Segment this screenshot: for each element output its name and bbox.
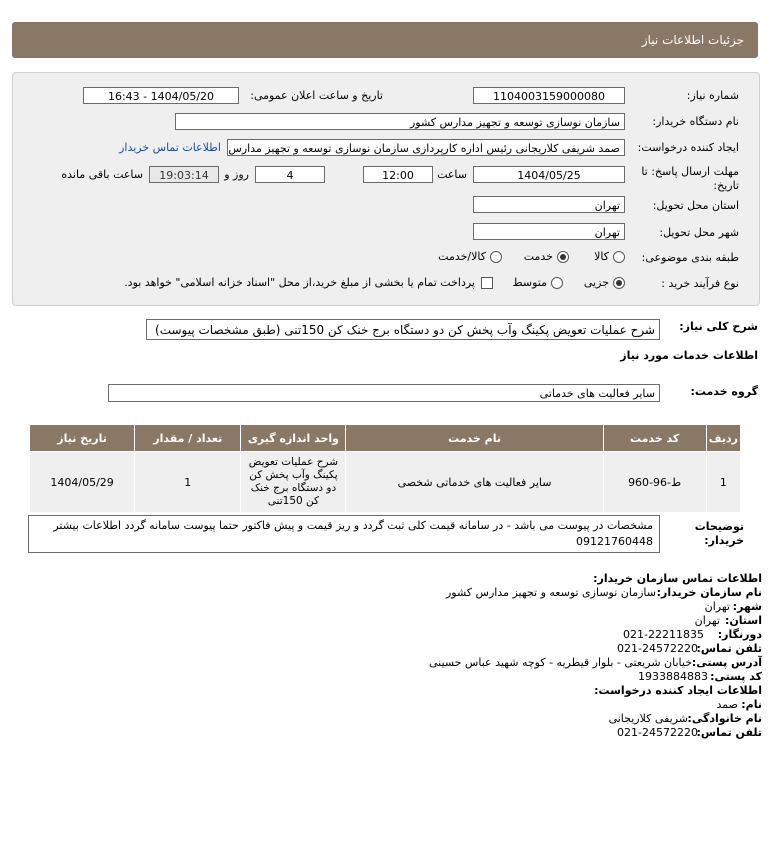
category-radio-goods[interactable] [613, 251, 625, 263]
deadline-time-field: 12:00 [363, 166, 433, 183]
contact-fax-value: 021-22211835 [623, 628, 704, 641]
creator-phone-label: تلفن تماس: [696, 726, 762, 739]
deadline-date-label: تاریخ: [713, 179, 739, 192]
category-label: طبقه بندی موضوعی: [641, 251, 739, 264]
buyer-org-field: سازمان نوسازی توسعه و تجهیز مدارس کشور [175, 113, 625, 130]
process-label: نوع فرآیند خرید : [661, 277, 739, 290]
creator-heading: اطلاعات ایجاد کننده درخواست: [594, 684, 762, 697]
contact-heading: اطلاعات تماس سازمان خریدار: [593, 572, 762, 585]
creator-first-name-label: نام: [741, 698, 762, 711]
buyer-notes-field: مشخصات در پیوست می باشد - در سامانه قیمت کلی ثبت گردد و ریز قیمت و پیش فاکتور حتما پیوست سامانه گردد اطلاعات بیشتر 09121760448 [28, 515, 660, 553]
contact-phone-value: 021-24572220 [617, 642, 698, 655]
remaining-label: ساعت باقی مانده [61, 168, 143, 181]
col-date: تاریخ نیاز [30, 425, 135, 452]
need-details-panel [12, 72, 760, 306]
row-unit: شرح عملیات تعویض پکینگ وآب پخش کن دو دستگاه برج خنک کن 150تنی [241, 452, 346, 513]
creator-last-name-label: نام خانوادگی: [687, 712, 762, 725]
days-field: 4 [255, 166, 325, 183]
contact-org-label: نام سازمان خریدار: [656, 586, 762, 599]
buyer-org-label: نام دستگاه خریدار: [652, 115, 739, 128]
row-code: ط-96-960 [603, 452, 706, 513]
contact-postal-label: کد پستی: [710, 670, 762, 683]
col-quantity: تعداد / مقدار [135, 425, 241, 452]
creator-phone-value: 021-24572220 [617, 726, 698, 739]
creator-first-name-value: صمد [716, 698, 738, 711]
time-label: ساعت [437, 168, 467, 181]
category-option-both: کالا/خدمت [438, 250, 486, 263]
deadline-label: مهلت ارسال پاسخ: تا [641, 165, 739, 178]
announce-field: 1404/05/20 - 16:43 [83, 87, 239, 104]
summary-field: شرح عملیات تعویض پکینگ وآب پخش کن دو دستگاه برج خنک کن 150تنی (طبق مشخصات پیوست) [146, 319, 660, 340]
row-date: 1404/05/29 [30, 452, 135, 513]
category-option-service: خدمت [523, 250, 553, 263]
creator-last-name-value: شریفی کلاریجانی [608, 712, 688, 725]
process-radio-medium[interactable] [551, 277, 563, 289]
category-radio-service[interactable] [557, 251, 569, 263]
services-table [29, 424, 741, 513]
table-row [30, 452, 741, 513]
contact-city-label: شهر: [732, 600, 762, 613]
services-heading: اطلاعات خدمات مورد نیاز [620, 349, 758, 362]
contact-city-value: تهران [704, 600, 730, 613]
contact-province-label: استان: [725, 614, 762, 627]
buyer-notes-label-1: توضیحات [694, 520, 744, 533]
category-radio-both[interactable] [490, 251, 502, 263]
contact-postal-value: 1933884883 [638, 670, 708, 683]
service-group-label: گروه خدمت: [690, 385, 758, 398]
treasury-payment-note: پرداخت تمام یا بخشی از مبلغ خرید،از محل "اسناد خزانه اسلامی" خواهد بود. [124, 276, 475, 289]
row-quantity: 1 [135, 452, 241, 513]
contact-org-value: سازمان نوسازی توسعه و تجهیز مدارس کشور [445, 586, 656, 599]
buyer-notes-label-2: خریدار: [704, 534, 744, 547]
service-group-field: سایر فعالیت های خدماتی [108, 384, 660, 402]
need-number-field: 1104003159000080 [473, 87, 625, 104]
process-radio-minor[interactable] [613, 277, 625, 289]
col-unit: واحد اندازه گیری [241, 425, 346, 452]
need-number-label: شماره نیاز: [686, 89, 739, 102]
requester-label: ایجاد کننده درخواست: [637, 141, 739, 154]
col-index: ردیف [706, 425, 740, 452]
buyer-contact-link[interactable]: اطلاعات تماس خریدار [119, 141, 221, 154]
row-index: 1 [706, 452, 740, 513]
days-label: روز و [224, 168, 249, 181]
announce-label: تاریخ و ساعت اعلان عمومی: [250, 89, 383, 102]
province-field: تهران [473, 196, 625, 213]
contact-phone-label: تلفن تماس: [696, 642, 762, 655]
requester-field: صمد شریفی کلاریجانی رئیس اداره کارپردازی سازمان نوسازی توسعه و تجهیز مدارس [227, 139, 625, 156]
city-field: تهران [473, 223, 625, 240]
contact-province-value: تهران [694, 614, 720, 627]
page-title: جزئیات اطلاعات نیاز [641, 33, 744, 47]
summary-label: شرح کلی نیاز: [679, 320, 758, 333]
treasury-payment-checkbox[interactable] [481, 277, 493, 289]
city-label: شهر محل تحویل: [659, 226, 739, 239]
deadline-date-field: 1404/05/25 [473, 166, 625, 183]
col-code: کد خدمت [603, 425, 706, 452]
contact-address-value: خیابان شریعتی - بلوار قیطریه - کوچه شهید عباس حسینی [429, 656, 692, 669]
contact-fax-label: دورنگار: [717, 628, 762, 641]
process-option-minor: جزیی [583, 276, 609, 289]
remaining-time-field: 19:03:14 [149, 166, 219, 183]
page-title-bar [12, 22, 758, 58]
category-option-goods: کالا [594, 250, 609, 263]
province-label: استان محل تحویل: [652, 199, 739, 212]
row-name: سایر فعالیت های خدماتی شخصی [346, 452, 603, 513]
process-option-medium: متوسط [512, 276, 547, 289]
contact-address-label: آدرس پستی: [691, 656, 762, 669]
col-name: نام خدمت [346, 425, 603, 452]
